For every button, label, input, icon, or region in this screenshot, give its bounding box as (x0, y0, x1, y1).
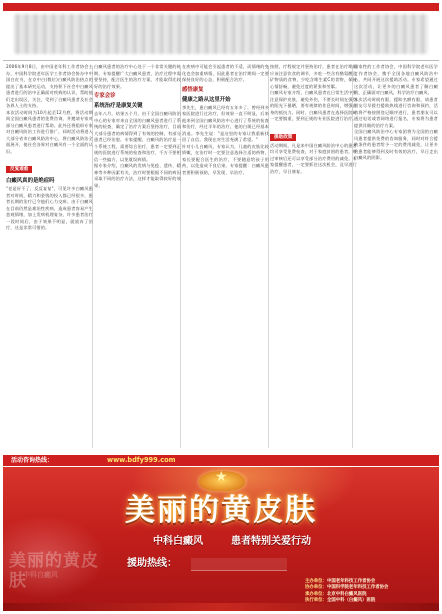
paragraph: 国家性的工作者协会，中国科学院老年医学工作者协会，携手全国各地白癜风防治中心，共同开展这次援助活动。专家希望通过这次活动，让更多的白癜风患者了解白癜风，正确面对白癜风，科学治疗白癜风。 (354, 64, 438, 95)
paragraph: 2006年9月8日，由中国老年科工作者协会主办，中国科学院老年医学工作者协会协办中中国白皮书，在京中白(数位)白癜风防治热点的提出了基本研究运动，支持积下社会中白癜风患者进行的治中正确面对疾病的认识，帮助他们走出误区，关注，受到了白癜风患者及社会各界人士的支持。 (6, 64, 93, 108)
section-subheading: 专家会诊 (94, 93, 116, 99)
website-link[interactable]: www.bdfy999.com (107, 456, 176, 464)
credit-line: 协办单位：中国科学院老年科技工作者协会 (305, 585, 389, 591)
paragraph: 李先生，患白癜风已经有五年多了，曾经到多家医院进行过治疗，但效果一直不明显，后来他来到全国白癜风防治中心进行了系统的检查和治疗，经过半年的治疗，他的白斑已经基本消退。李先生说："是这里的专家让我重新找回了自信，我现在对生活充满了希望。" (182, 104, 269, 142)
section-subheading: 感悟康复 (182, 86, 204, 93)
banner-title: 美丽的黄皮肤 (125, 493, 317, 528)
article-column-3 (182, 64, 269, 452)
sponsor-credits (305, 579, 437, 605)
banner-subtitle-org: 中科白癜风 (153, 536, 203, 547)
banner-hotline-number (191, 558, 287, 571)
credit-line: 承办单位：北京中科白癜风医院 (305, 591, 367, 597)
banner-hotline-label: 援助热线： (127, 558, 177, 569)
paragraph: 活动期间，凡是来中国白癜风防治中心的患者均可享受免费检查，对于家庭贫困的患者，经过审核后还可以享受部分治疗费用的减免。专家提醒患者，一定要抓住这次机会，及早进行治疗，早日康复。 (270, 142, 357, 174)
watermark-small: 中科白癜风 (23, 571, 58, 579)
header-title-blurred (14, 14, 428, 54)
section-tag: 援助政策 (270, 134, 296, 141)
star-icon: ★ (215, 469, 228, 485)
paragraph: 在疾病中可能会引起患者的不适，而情绪的变化也会加重病情，因此患者在治疗期间一定要保持良好的心态，积极配合治疗。 (182, 64, 269, 82)
paragraph: 白癜风患者的治疗中心处于一个非常关键的时期，专家提醒广大白癜风患者，治疗过程中需要坚持，配合医生的治疗方案，才能取得比较好的治疗效果。 (94, 64, 181, 89)
paragraph: 按照，疗程规定并坚持治疗，患者在治疗期间应该注意饮食的调节，多吃一些含有酪氨酸及矿物质的食物，少吃含维生素C的食物，保持心情舒畅，避免过度的紧张和劳累。 (270, 64, 357, 89)
paragraph: 本次活动时间为10月起至12月底，将活动期间全国白癜风患者的免费咨询，并邀请专家对部分白癜风患者进行帮助。此外还将组织专家对白癜风防治工作进行推广，同时活动将进入大部分省市白癜风防治中心，将白癜风防治全面展开，使社会各界对白癜风有一个全面的认识。 (6, 109, 93, 154)
paragraph: 据专家介绍，白癜风的发病与免疫、遗传、精神等多种因素有关，治疗时要根据不同的病因采取不同的治疗方法，这样才能取得较好的效果。 (94, 163, 181, 188)
credit-line: 执行单位：全国中科（白癜风）医院 (305, 598, 376, 604)
banner-subtitle-campaign: 患者特别关爱行动 (231, 536, 311, 547)
hotline-strip (3, 455, 439, 466)
paragraph: 针对小儿白癜风，专家认为，儿童的皮肤比较娇嫩，在治疗时一定要注意选择合适的药物，家长要配合医生的治疗，不要随意给孩子用药，以免造成不良后果。专家提醒：白癜风患者要积极预防，早发现、早治疗。 (182, 143, 269, 175)
paragraph: 全国白癜风防治中心专家团将为全国的白癜风患者提供免费的咨询服务，同时对符合援助条件的患者给予一定的费用减免，让更多的患者能够得到及时有效的治疗，早日走出白癜风的阴影。 (354, 129, 438, 160)
header-divider (3, 60, 439, 61)
paragraph: 去年八月，结果五个月，由于全国白癜风防治中心的专家对来自全国的白癜风患者进行了系统的检查，确定了治疗方案后坚持治疗，目前大部分患者的病情得到了有效的控制，有部分患者已经治愈。专家提醒，白癜风的治疗是一个系统工程，需要综合治疗，患者一定要到正规的医院进行系统的检查和治疗，千万不要相信一些偏方，以免耽误病情。 (94, 111, 181, 162)
watermark-logo: 美丽的黄皮肤 (9, 551, 99, 591)
paragraph: 本次活动时间有限，援助名额有限，请患者朋友尽早拨打援助热线进行咨询和预约，活动将严格按照登记顺序进行，患者朋友可以通过电话或者网络进行报名，专家将为患者提供详细的治疗方案。 (354, 96, 438, 128)
paragraph: "老是好不了，反反复复"，可见许多白癜风患者对时间，精力和金钱的投入都已经很多，患者长期的治疗已令他们心力交瘁。由于白癜风在目前仍然是难治性疾病，造成患者容易产生悲观情绪，加上发病机理复杂，许多患者治疗一段时间后，由于效果不明显，就放弃了治疗，这是非常可惜的。 (6, 186, 93, 230)
article-column-5 (354, 64, 438, 452)
header-accent-bar (3, 3, 439, 11)
article-column-1 (6, 64, 93, 452)
paragraph: 白癜风专家介绍，白癜风患者在日常生活中要注意保护皮肤，避免外伤，不要长时间在强烈的阳光下暴晒，要有规律的作息时间，增强自身的抵抗力。同时，白癜风患者在选择医院时一定要慎重，要到正规的专业医院进行治疗。 (270, 90, 357, 121)
section-tag: 反复难愈 (6, 166, 32, 173)
section-subheading: 白癜风真的是绝症吗 (6, 178, 55, 184)
article-column-4 (270, 64, 357, 452)
article-column-2 (94, 64, 181, 452)
banner-bottom-stripe (3, 603, 439, 611)
hotline-strip-label: 活动咨询热线： (11, 457, 54, 464)
promo-banner (3, 467, 439, 611)
section-subheading: 健康之路从这里开始 (182, 96, 231, 103)
section-subheading: 系统治疗是康复关键 (94, 103, 143, 109)
credit-line: 主办单位：中国老年科技工作者协会 (305, 579, 376, 584)
